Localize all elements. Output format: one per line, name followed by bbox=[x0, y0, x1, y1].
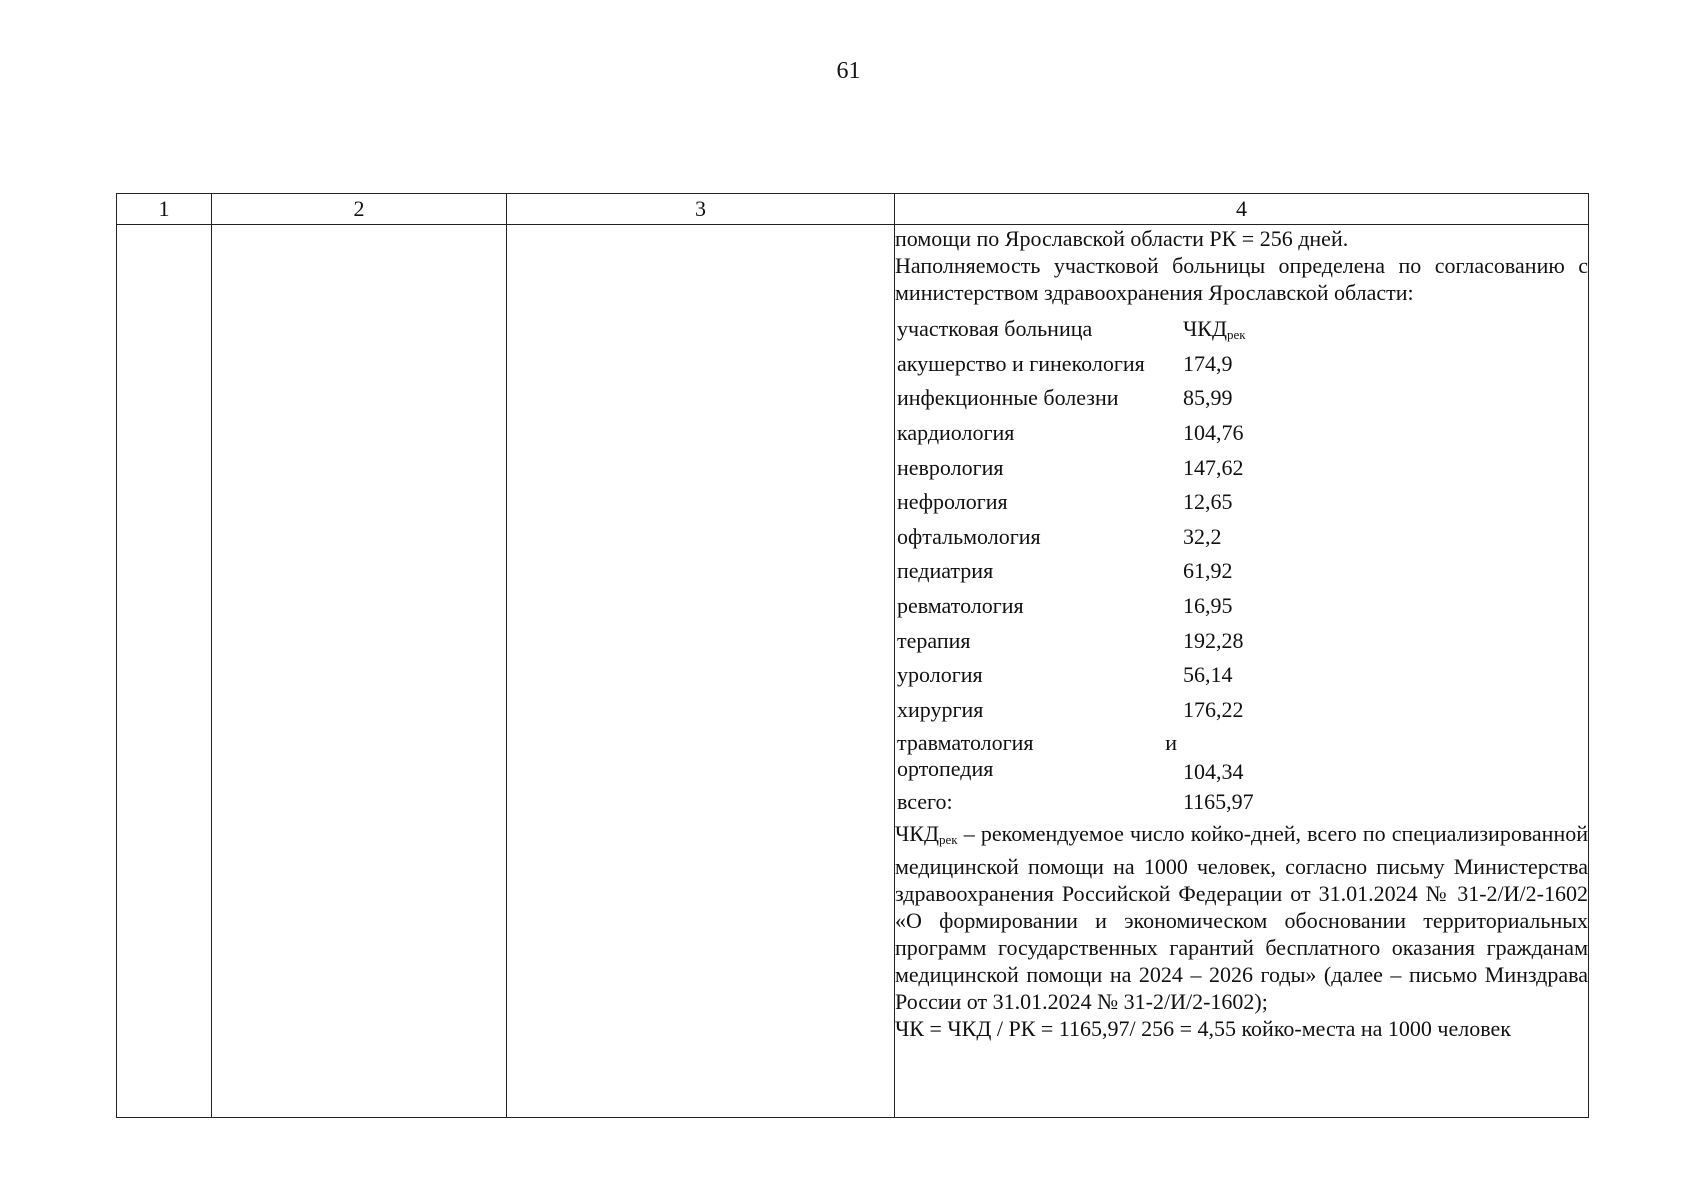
specialty-table bbox=[897, 312, 1254, 820]
cell-col-4 bbox=[895, 225, 1589, 1118]
specialty-row: педиатрия 61,92 bbox=[897, 558, 1233, 584]
definition-paragraph: $ЧКД_{рек}$ – рекомендуемое число койко-дней, всего по специализированной медицинской помощи на 1000 человек, согласно письму Министерства здравоохранения Российской Федерации от 31.01.2024 № 31-2/И/2-1602 «О формировании и экономическом обосновании территориальных программ государственных гарантий бесплатного оказания гражданам медицинской помощи на 2024 – 2026 годы» (далее – письмо Минздрава России от 31.01.2024 № 31-2/И/2-1602); bbox=[895, 820, 1588, 1014]
specialty-total-row: всего: 1165,97 bbox=[897, 789, 1254, 815]
body-row bbox=[117, 225, 1589, 1118]
cell-col-1 bbox=[117, 225, 212, 1118]
specialty-row: урология 56,14 bbox=[897, 662, 1233, 688]
page-number: 61 bbox=[836, 58, 861, 84]
specialty-header-name: участковая больница bbox=[897, 316, 1093, 342]
specialty-row: акушерство и гинекология 174,9 bbox=[897, 350, 1233, 376]
specialty-row: терапия 192,28 bbox=[897, 627, 1244, 653]
formula-paragraph: ЧК = ЧКД / РК = 1165,97/ 256 = 4,55 койко-места на 1000 человек bbox=[895, 1015, 1511, 1041]
specialty-row: хирургия 176,22 bbox=[897, 696, 1244, 722]
cell-col-2 bbox=[212, 225, 507, 1118]
cell-col-3 bbox=[507, 225, 895, 1118]
specialty-row: кардиология 104,76 bbox=[897, 420, 1244, 446]
header-col-1: 1 bbox=[117, 194, 212, 225]
header-col-4: 4 bbox=[895, 194, 1589, 225]
specialty-header-row bbox=[897, 312, 1254, 347]
specialty-header-value: $ЧКД_{рек}$ bbox=[1183, 315, 1246, 342]
fill-paragraph: Наполняемость участковой больницы определена по согласованию с министерством здравоохранения Ярославской области: bbox=[895, 253, 1588, 305]
specialty-row: неврология 147,62 bbox=[897, 454, 1244, 480]
header-col-3: 3 bbox=[507, 194, 895, 225]
specialty-row: ревматология 16,95 bbox=[897, 593, 1233, 619]
specialty-row-trauma: травматология и ортопедия 104,34 bbox=[897, 730, 1244, 785]
header-row bbox=[117, 194, 1589, 225]
main-table bbox=[116, 193, 1589, 1118]
specialty-row: офтальмология 32,2 bbox=[897, 523, 1222, 549]
specialty-row: нефрология 12,65 bbox=[897, 489, 1233, 515]
intro-paragraph: помощи по Ярославской области РК = 256 дней. bbox=[895, 226, 1349, 251]
specialty-row: инфекционные болезни 85,99 bbox=[897, 385, 1233, 411]
header-col-2: 2 bbox=[212, 194, 507, 225]
